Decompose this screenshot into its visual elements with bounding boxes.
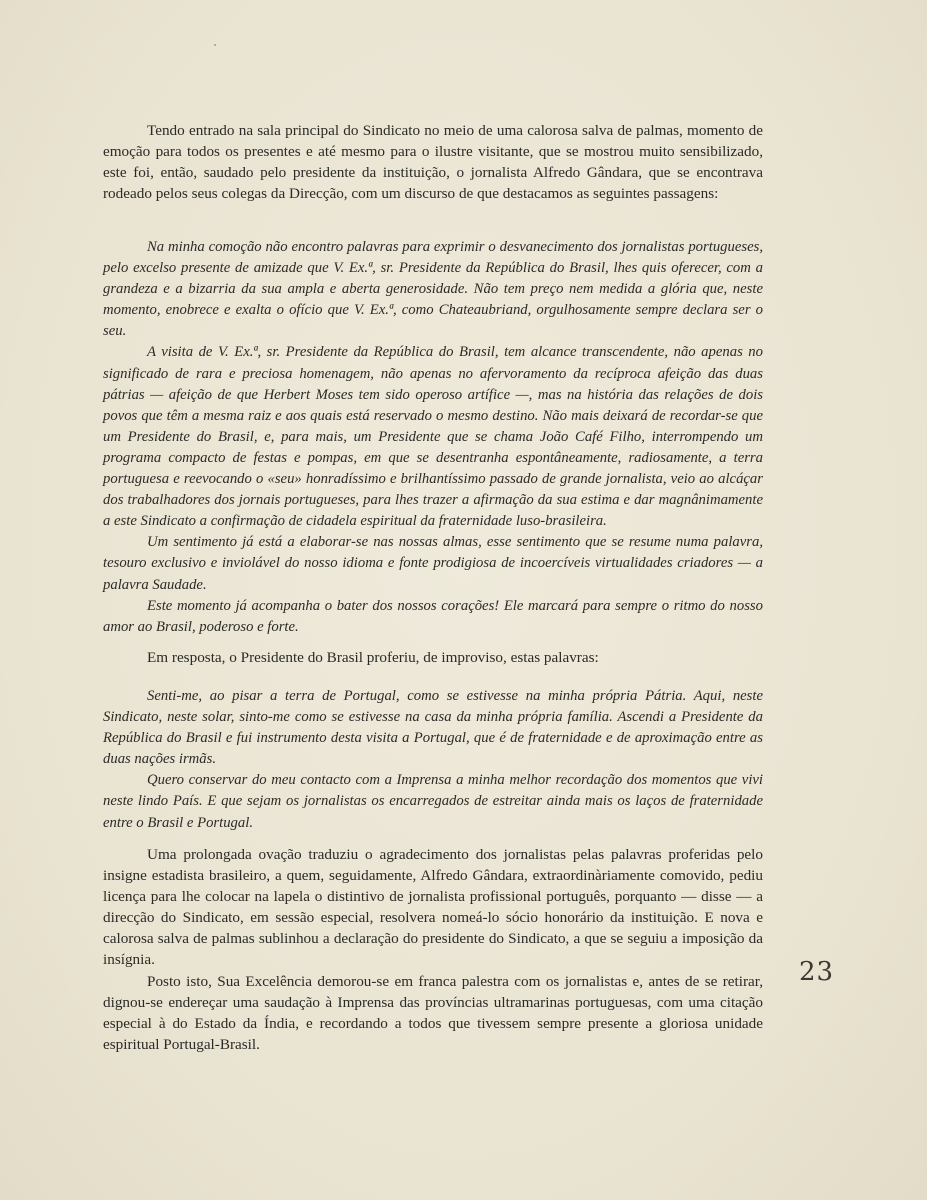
intro-section (103, 120, 763, 204)
speech-paragraph: Um sentimento já está a elaborar-se nas nossas almas, esse sentimento que se resume numa palavra, tesouro exclusivo e inviolável do nosso idioma e fonte prodigiosa de incoercíveis virtualidades criadores — a palavra Saudade. (103, 534, 763, 593)
president-reply-quote (103, 686, 763, 834)
response-intro-section (103, 647, 763, 668)
intro-paragraph: Tendo entrado na sala principal do Sindicato no meio de uma calorosa salva de palmas, momento de emoção para todos os presentes e até mesmo para o ilustre visitante, que se mostrou muito sensibilizado, este foi, então, saudado pelo presidente da instituição, o jornalista Alfredo Gândara, que se encontrava rodeado pelos seus colegas da Direcção, com um discurso de que destacamos as seguintes passagens: (103, 122, 763, 203)
reply-paragraph: Senti-me, ao pisar a terra de Portugal, como se estivesse na minha própria Pátria. Aqui, neste Sindicato, neste solar, sinto-me como se estivesse na casa da minha própria família. Ascendi a Presidente da República do Brasil e fui instrumento desta visita a Portugal, que é de fraternidade e de aproximação entre as duas nações irmãs. (103, 688, 763, 768)
response-intro-paragraph: Em resposta, o Presidente do Brasil proferiu, de improviso, estas palavras: (147, 649, 599, 666)
speech-paragraph: Na minha comoção não encontro palavras para exprimir o desvanecimento dos jornalistas portugueses, pelo excelso presente de amizade que V. Ex.ª, sr. Presidente da República do Brasil, lhes quis oferecer, com a grandeza e a bizarria da sua ampla e aberta generosidade. Não tem preço nem medida a glória que, neste momento, enobrece e exalta o ofício que V. Ex.ª, como Chateaubriand, orgulhosamente sempre declara ser o seu. (103, 239, 763, 340)
closing-section (103, 844, 763, 1055)
gandara-speech-quote (103, 237, 763, 638)
speech-paragraph: Este momento já acompanha o bater dos nossos corações! Ele marcará para sempre o ritmo do nosso amor ao Brasil, poderoso e forte. (103, 597, 763, 635)
closing-paragraph: Uma prolongada ovação traduziu o agradecimento dos jornalistas pelas palavras proferidas pelo insigne estadista brasileiro, a quem, seguidamente, Alfredo Gândara, extraordinàriamente comovido, pediu licença para lhe colocar na lapela o distintivo de jornalista profissional português, porquanto — disse — a direcção do Sindicato, em sessão especial, resolvera nomeá-lo sócio honorário da instituição. E nova e calorosa salva de palmas sublinhou a declaração do presidente do Sindicato, a que se seguiu a imposição da insígnia. (103, 846, 763, 969)
page-number: 23 (799, 957, 835, 987)
reply-paragraph: Quero conservar do meu contacto com a Imprensa a minha melhor recordação dos momentos que vivi neste lindo País. E que sejam os jornalistas os encarregados de estreitar ainda mais os laços de fraternidade entre o Brasil e Portugal. (103, 772, 763, 831)
paper-speck (214, 44, 216, 46)
speech-paragraph: A visita de V. Ex.ª, sr. Presidente da República do Brasil, tem alcance transcendente, não apenas no significado de rara e preciosa homenagem, não apenas no afervoramento da recíproca afeição das duas pátrias — afeição de que Herbert Moses tem sido operoso artífice —, mas na história das relações de dois povos que têm a mesma raiz e aos quais está reservado o mesmo destino. Não mais deixará de recordar-se que um Presidente do Brasil, e, para mais, um Presidente que se chama João Café Filho, interrompendo um programa compacto de festas e pompas, em que se desentranha espontâneamente, radiosamente, a terra portuguesa e reevocando o «seu» honradíssimo e brilhantíssimo passado de grande jornalista, veio ao alcáçar dos trabalhadores dos jornais portugueses, para lhes trazer a afirmação da sua estima e dar magnânimamente a este Sindicato a confirmação de cidadela espiritual da fraternidade luso-brasileira. (103, 344, 763, 530)
closing-paragraph: Posto isto, Sua Excelência demorou-se em franca palestra com os jornalistas e, antes de se retirar, dignou-se endereçar uma saudação à Imprensa das províncias ultramarinas portuguesas, com uma citação especial à do Estado da Índia, e recordando a todos que tivessem sempre presente a gloriosa unidade espiritual Portugal-Brasil. (103, 972, 763, 1053)
